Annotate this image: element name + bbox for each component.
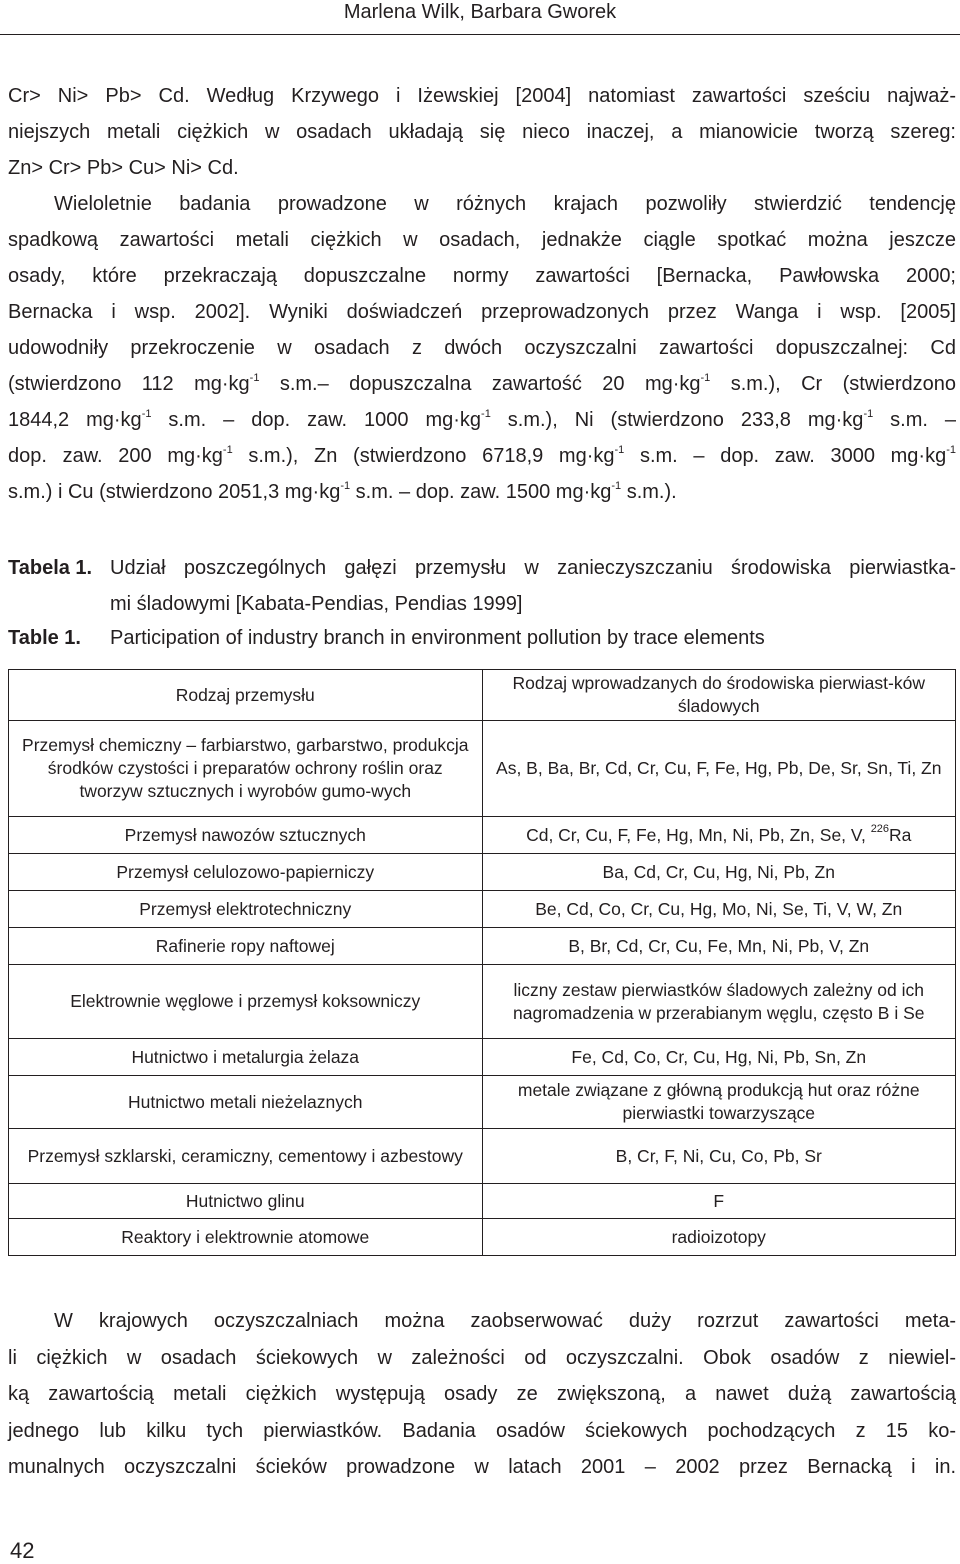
elements-cell: [482, 817, 956, 854]
elements-text: Cd, Cr, Cu, F, Fe, Hg, Mn, Ni, Pb, Zn, Se, V,: [526, 824, 871, 845]
text-fragment: s.m. – dop. zaw. 1500 mg·kg: [350, 481, 612, 503]
text-line: [8, 402, 956, 438]
industry-cell: Przemysł nawozów sztucznych: [9, 817, 483, 854]
text-fragment: (stwierdzono 112 mg·kg: [8, 373, 250, 395]
text-fragment: s.m.).: [621, 481, 677, 503]
industry-cell: Przemysł szklarski, ceramiczny, cementowy i azbestowy: [9, 1129, 483, 1184]
text-fragment: dop. zaw. 200 mg·kg: [8, 445, 223, 467]
running-title: Marlena Wilk, Barbara Gworek: [343, 1, 617, 23]
elements-cell: Ba, Cd, Cr, Cu, Hg, Ni, Pb, Zn: [482, 854, 956, 891]
text-fragment: s.m.– dopuszczalna zawartość 20 mg·kg: [259, 373, 701, 395]
exponent: -1: [863, 408, 874, 420]
table-row: [9, 1039, 956, 1076]
table-row: [9, 1129, 956, 1184]
exponent: -1: [611, 480, 622, 492]
caption-label: Table 1.: [8, 627, 81, 649]
text-line: Wieloletnie badania prowadzone w różnych krajach pozwoliły stwierdzić tendencję: [54, 193, 956, 215]
text-line: udowodniły przekroczenie w osadach z dwóch oczyszczalni zawartości dopuszczalnej: Cd: [8, 337, 956, 359]
isotope-symbol: Ra: [889, 824, 912, 845]
caption-text: [110, 550, 956, 622]
industry-cell: Przemysł elektrotechniczny: [9, 891, 483, 928]
text-line: [8, 366, 956, 402]
text-line: spadkową zawartości metali ciężkich w osadach, jednakże ciągle spotkać można jeszcze: [8, 229, 956, 251]
text-line: Bernacka i wsp. 2002]. Wyniki doświadczeń przeprowadzonych przez Wanga i wsp. [2005]: [8, 301, 956, 323]
text-fragment: 1844,2 mg·kg: [8, 409, 142, 431]
industry-pollution-table: [8, 669, 956, 1256]
table-caption-en: [8, 620, 956, 656]
industry-cell: Przemysł celulozowo-papierniczy: [9, 854, 483, 891]
running-header: [0, 0, 960, 35]
exponent: -1: [481, 408, 491, 420]
table-row: [9, 965, 956, 1039]
elements-cell: radioizotopy: [482, 1219, 956, 1256]
elements-cell: Fe, Cd, Co, Cr, Cu, Hg, Ni, Pb, Sn, Zn: [482, 1039, 956, 1076]
elements-cell: F: [482, 1184, 956, 1219]
industry-cell: Elektrownie węglowe i przemysł koksowniczy: [9, 965, 483, 1039]
text-line: W krajowych oczyszczalniach można zaobserwować duży rozrzut zawartości meta-: [54, 1310, 956, 1332]
table-row: [9, 854, 956, 891]
table-caption-pl: [8, 550, 956, 622]
text-line: ką zawartością metali ciężkich występują osady ze zwiększoną, a nawet dużą zawartością: [8, 1383, 956, 1405]
text-line: li ciężkich w osadach ściekowych w zależności od oczyszczalni. Obok osadów z niewiel-: [8, 1346, 956, 1369]
text-fragment: s.m. – dop. zaw. 1000 mg·kg: [151, 409, 482, 431]
text-fragment: s.m. –: [873, 409, 957, 431]
text-line: Cr> Ni> Pb> Cd. Według Krzywego i Iżewskiej [2004] natomiast zawartości sześciu najważ-: [8, 85, 956, 107]
text-fragment: s.m. – dop. zaw. 3000 mg·kg: [624, 445, 947, 467]
industry-cell: Hutnictwo glinu: [9, 1184, 483, 1219]
text-line: jednego lub kilku tych pierwiastków. Badania osadów ściekowych pochodzących z 15 ko-: [8, 1419, 956, 1442]
elements-cell: metale związane z główną produkcją hut oraz różne pierwiastki towarzyszące: [482, 1076, 956, 1129]
text-fragment: s.m.), Cr (stwierdzono: [710, 373, 956, 395]
industry-cell: Przemysł chemiczny – farbiarstwo, garbarstwo, produkcja środków czystości i preparatów ochrony roślin oraz tworzyw sztucznych i wyrobów gumo-wych: [9, 721, 483, 817]
table-header-row: [9, 670, 956, 721]
isotope-mass-number: 226: [870, 822, 890, 835]
table-row: [9, 928, 956, 965]
industry-cell: Hutnictwo metali nieżelaznych: [9, 1076, 483, 1129]
table-row: [9, 1184, 956, 1219]
text-line: [8, 474, 956, 510]
exponent: -1: [141, 408, 152, 420]
table-row: [9, 721, 956, 817]
caption-text: Participation of industry branch in environment pollution by trace elements: [110, 627, 765, 649]
body-paragraph-1: [8, 78, 956, 510]
table-row: [9, 1219, 956, 1256]
elements-cell: Be, Cd, Co, Cr, Cu, Hg, Mo, Ni, Se, Ti, V, W, Zn: [482, 891, 956, 928]
table-row: [9, 891, 956, 928]
caption-label: Tabela 1.: [8, 557, 93, 579]
exponent: -1: [614, 444, 625, 456]
elements-cell: B, Br, Cd, Cr, Cu, Fe, Mn, Ni, Pb, V, Zn: [482, 928, 956, 965]
exponent: -1: [700, 372, 711, 384]
text-fragment: s.m.) i Cu (stwierdzono 2051,3 mg·kg: [8, 481, 341, 503]
text-line: munalnych oczyszczalni ścieków prowadzone w latach 2001 – 2002 przez Bernacką i in.: [8, 1456, 956, 1478]
caption-text-line: Udział poszczególnych gałęzi przemysłu w zanieczyszczaniu środowiska pierwiastka-: [110, 557, 956, 579]
text-line: niejszych metali ciężkich w osadach układają się nieco inaczej, a mianowicie tworzą szereg:: [8, 121, 956, 143]
text-fragment: s.m.), Zn (stwierdzono 6718,9 mg·kg: [232, 445, 615, 467]
industry-cell: Reaktory i elektrownie atomowe: [9, 1219, 483, 1256]
industry-cell: Hutnictwo i metalurgia żelaza: [9, 1039, 483, 1076]
exponent: -1: [946, 444, 956, 456]
column-header-elements: Rodzaj wprowadzanych do środowiska pierwiast-ków śladowych: [482, 670, 956, 721]
elements-cell: B, Cr, F, Ni, Cu, Co, Pb, Sr: [482, 1129, 956, 1184]
column-header-industry: Rodzaj przemysłu: [9, 670, 483, 721]
exponent: -1: [249, 372, 260, 384]
table-row: [9, 1076, 956, 1129]
text-line: [8, 438, 956, 474]
exponent: -1: [340, 480, 351, 492]
industry-cell: Rafinerie ropy naftowej: [9, 928, 483, 965]
text-line: osady, które przekraczają dopuszczalne normy zawartości [Bernacka, Pawłowska 2000;: [8, 265, 956, 287]
exponent: -1: [222, 444, 233, 456]
table-row: [9, 817, 956, 854]
page-number: 42: [10, 1538, 35, 1563]
text-fragment: s.m.), Ni (stwierdzono 233,8 mg·kg: [490, 409, 864, 431]
body-paragraph-2: [8, 1303, 956, 1486]
elements-cell: As, B, Ba, Br, Cd, Cr, Cu, F, Fe, Hg, Pb, De, Sr, Sn, Ti, Zn: [482, 721, 956, 817]
elements-cell: liczny zestaw pierwiastków śladowych zależny od ich nagromadzenia w przerabianym węglu, często B i Se: [482, 965, 956, 1039]
caption-text-line: mi śladowymi [Kabata-Pendias, Pendias 1999]: [110, 593, 523, 615]
text-line: Zn> Cr> Pb> Cu> Ni> Cd.: [8, 157, 239, 179]
